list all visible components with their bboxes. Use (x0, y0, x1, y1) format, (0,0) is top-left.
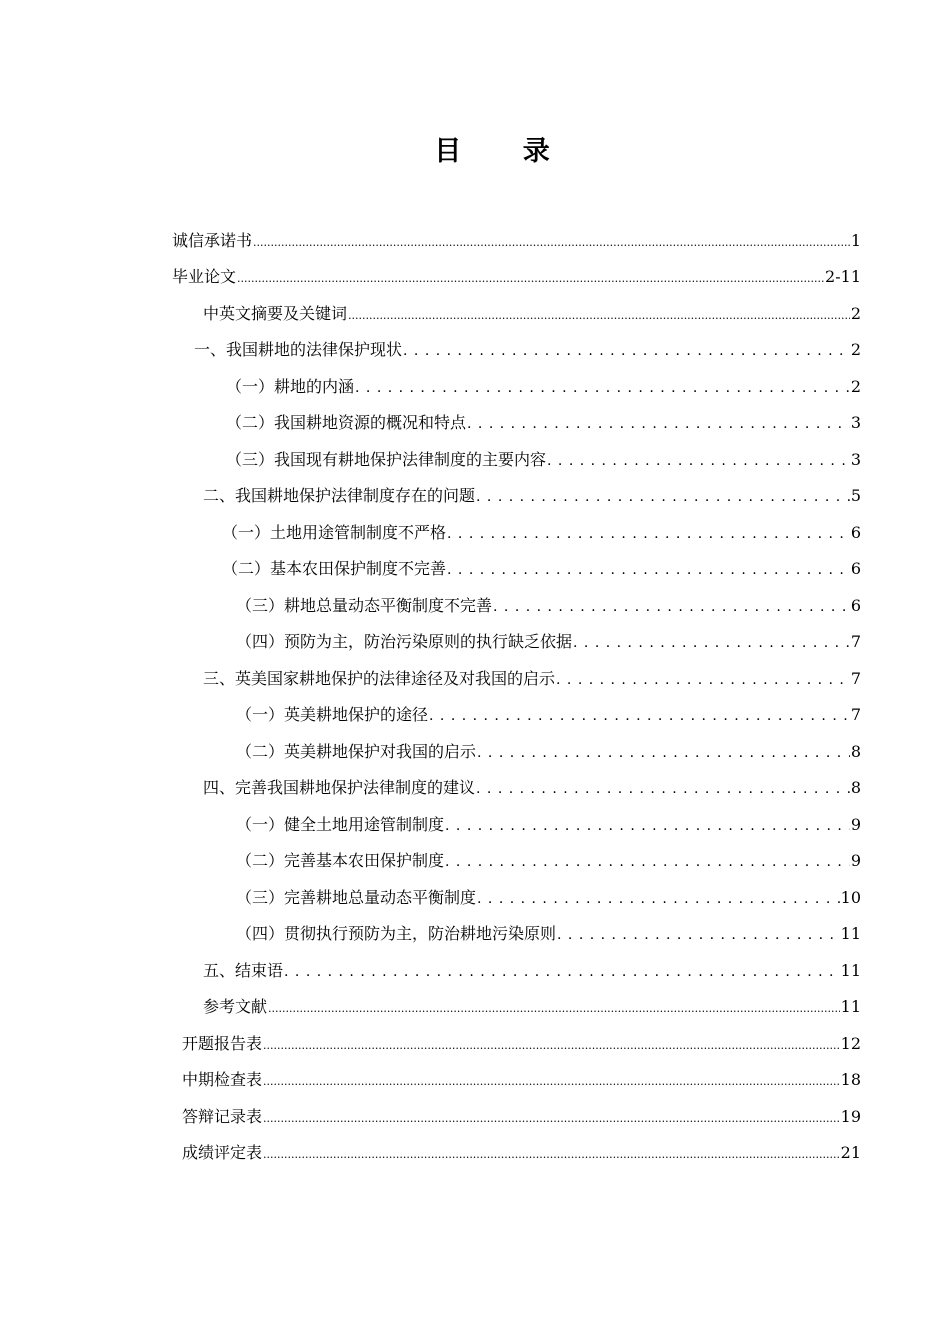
toc-entry-page: 11 (840, 924, 861, 943)
toc-leader-dots (447, 520, 850, 547)
toc-leader-dots (476, 483, 850, 510)
toc-entry-label: （三）完善耕地总量动态平衡制度 (236, 888, 477, 907)
toc-entry-label: （四）贯彻执行预防为主，防治耕地污染原则 (236, 924, 557, 943)
toc-entry-label: （三）耕地总量动态平衡制度不完善 (236, 596, 493, 615)
toc-leader-dots (429, 702, 850, 729)
toc-entry-label: （二）基本农田保护制度不完善 (222, 559, 447, 578)
toc-entry-label: 二、我国耕地保护法律制度存在的问题 (203, 486, 476, 505)
toc-entry-page: 2 (850, 304, 861, 323)
toc-entry-label: 参考文献 (203, 997, 268, 1016)
toc-entry-label: 诚信承诺书 (172, 231, 253, 250)
toc-entry-page: 19 (840, 1107, 861, 1126)
toc-entry[interactable] (236, 702, 861, 728)
toc-entry[interactable] (236, 848, 861, 874)
toc-entry[interactable] (194, 337, 861, 363)
toc-entry-label: 中英文摘要及关键词 (203, 304, 348, 323)
toc-leader-dots (476, 775, 850, 802)
toc-entry[interactable] (222, 556, 861, 582)
toc-entry-page: 6 (850, 523, 861, 542)
toc-leader-dots (467, 410, 850, 437)
toc-leader-dots (348, 301, 850, 329)
toc-entry[interactable] (182, 1067, 861, 1093)
toc-leader-dots (547, 447, 850, 474)
toc-entry[interactable] (203, 775, 861, 801)
toc-entry[interactable] (236, 629, 861, 655)
toc-entry-label: 成绩评定表 (182, 1143, 263, 1162)
toc-entry[interactable] (226, 374, 861, 400)
toc-entry-page: 7 (850, 705, 861, 724)
toc-entry[interactable] (226, 447, 861, 473)
toc-leader-dots (556, 666, 850, 693)
toc-entry-label: 一、我国耕地的法律保护现状 (194, 340, 403, 359)
toc-entry-page: 10 (840, 888, 861, 907)
toc-entry[interactable] (182, 1104, 861, 1130)
toc-entry-page: 8 (850, 778, 861, 797)
toc-leader-dots (447, 556, 850, 583)
toc-entry-label: 五、结束语 (203, 961, 284, 980)
toc-entry-page: 21 (840, 1143, 861, 1162)
toc-entry-page: 6 (850, 559, 861, 578)
toc-entry-page: 7 (850, 632, 861, 651)
toc-entry[interactable] (203, 483, 861, 509)
toc-leader-dots (237, 264, 824, 292)
toc-leader-dots (263, 1067, 840, 1095)
toc-entry-label: （一）耕地的内涵 (226, 377, 355, 396)
toc-entry-label: （一）健全土地用途管制制度 (236, 815, 445, 834)
toc-entry-page: 2-11 (825, 267, 861, 286)
toc-entry-label: （二）英美耕地保护对我国的启示 (236, 742, 477, 761)
toc-entry[interactable] (172, 264, 861, 290)
toc-leader-dots (268, 994, 840, 1022)
toc-entry[interactable] (236, 885, 861, 911)
toc-entry[interactable] (203, 666, 861, 692)
toc-entry[interactable] (203, 958, 861, 984)
page-title: 目 录 (434, 136, 576, 167)
toc-entry-label: （四）预防为主，防治污染原则的执行缺乏依据 (236, 632, 573, 651)
toc-entry[interactable] (172, 228, 861, 254)
toc-leader-dots (445, 812, 850, 839)
toc-entry-label: （二）我国耕地资源的概况和特点 (226, 413, 467, 432)
toc-entry-label: （一）英美耕地保护的途径 (236, 705, 429, 724)
toc-entry-page: 11 (840, 997, 861, 1016)
toc-leader-dots (355, 374, 850, 401)
toc-leader-dots (403, 337, 850, 364)
toc-leader-dots (253, 228, 850, 256)
toc-entry-label: 开题报告表 (182, 1034, 263, 1053)
toc-entry-label: （三）我国现有耕地保护法律制度的主要内容 (226, 450, 547, 469)
toc-entry-label: （二）完善基本农田保护制度 (236, 851, 445, 870)
toc-entry-page: 2 (850, 340, 861, 359)
toc-entry-label: 四、完善我国耕地保护法律制度的建议 (203, 778, 476, 797)
toc-leader-dots (493, 593, 850, 620)
toc-leader-dots (573, 629, 850, 656)
toc-entry[interactable] (203, 994, 861, 1020)
toc-entry-label: （一）土地用途管制制度不严格 (222, 523, 447, 542)
toc-entry-page: 3 (850, 450, 861, 469)
toc-leader-dots (284, 958, 840, 985)
toc-entry-label: 中期检查表 (182, 1070, 263, 1089)
toc-entry[interactable] (226, 410, 861, 436)
toc-leader-dots (263, 1104, 840, 1132)
toc-entry-page: 6 (850, 596, 861, 615)
toc-entry-label: 三、英美国家耕地保护的法律途径及对我国的启示 (203, 669, 556, 688)
toc-leader-dots (445, 848, 850, 875)
toc-leader-dots (263, 1140, 840, 1168)
toc-entry-page: 12 (840, 1034, 861, 1053)
toc-entry-label: 毕业论文 (172, 267, 237, 286)
toc-entry-page: 8 (850, 742, 861, 761)
toc-entry[interactable] (222, 520, 861, 546)
toc-entry[interactable] (182, 1031, 861, 1057)
toc-entry-page: 11 (840, 961, 861, 980)
toc-entry[interactable] (182, 1140, 861, 1166)
toc-leader-dots (263, 1031, 840, 1059)
toc-entry-label: 答辩记录表 (182, 1107, 263, 1126)
toc-entry[interactable] (203, 301, 861, 327)
toc-entry-page: 3 (850, 413, 861, 432)
toc-entry-page: 2 (850, 377, 861, 396)
toc-entry-page: 7 (850, 669, 861, 688)
toc-entry[interactable] (236, 921, 861, 947)
toc-entry-page: 1 (850, 231, 861, 250)
toc-entry-page: 9 (850, 851, 861, 870)
toc-entry[interactable] (236, 812, 861, 838)
toc-entry-page: 18 (840, 1070, 861, 1089)
toc-entry-page: 9 (850, 815, 861, 834)
toc-leader-dots (477, 885, 840, 912)
toc-leader-dots (557, 921, 840, 948)
toc-entry[interactable] (236, 593, 861, 619)
toc-leader-dots (477, 739, 850, 766)
toc-entry[interactable] (236, 739, 861, 765)
toc-entry-page: 5 (850, 486, 861, 505)
